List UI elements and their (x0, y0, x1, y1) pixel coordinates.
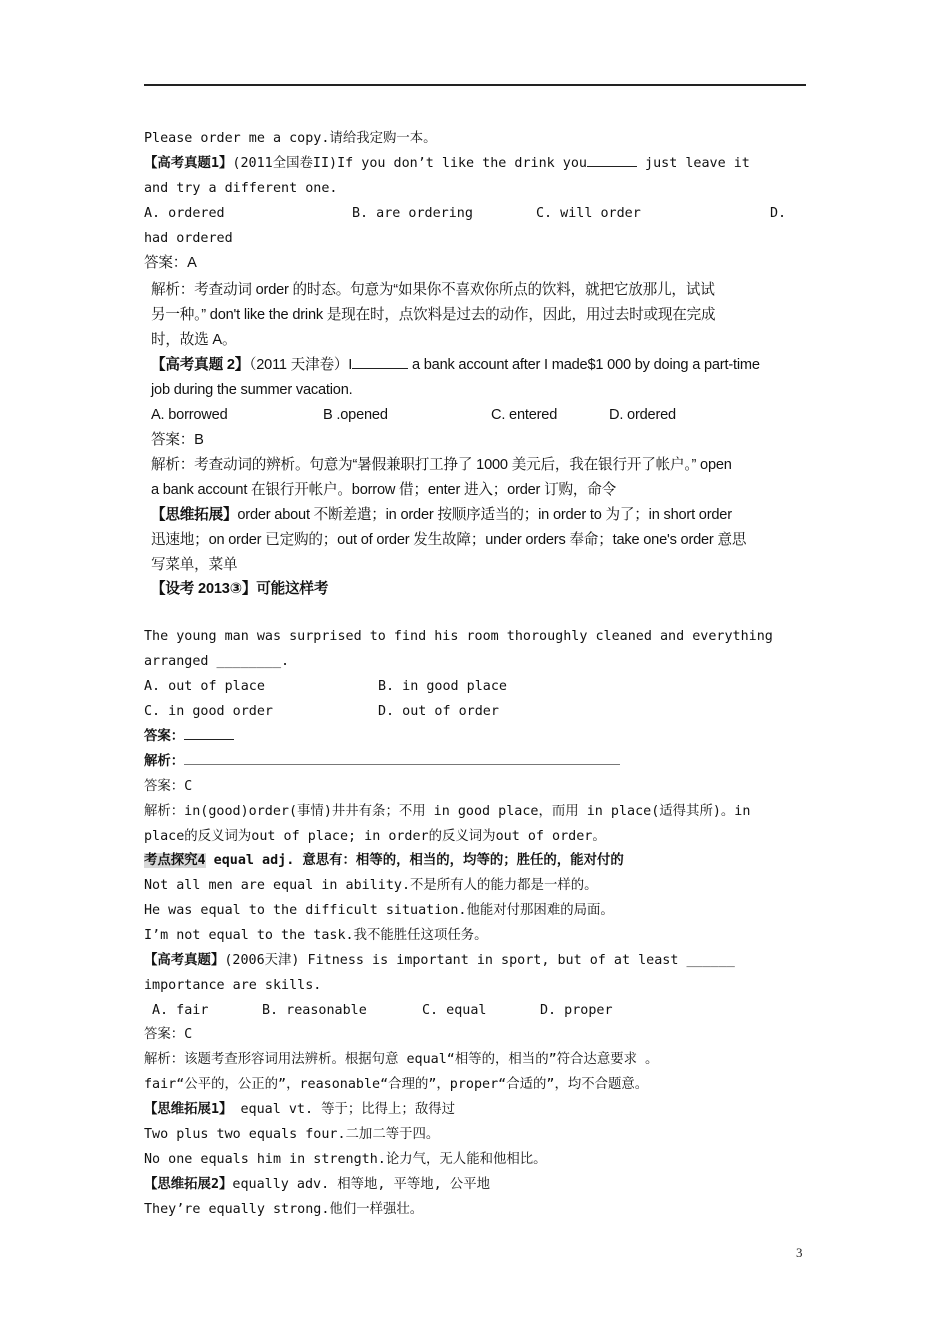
q3-option-c: C. in good order (144, 704, 273, 719)
ext-line-2: 迅速地；on order 已定购的；out of order 发生故障；under orders 奉命；take one's order 意思 (151, 532, 747, 548)
q1-explanation-3: 时，故选 A。 (151, 332, 237, 348)
ext1-tag: 【思维拓展1】 (144, 1102, 233, 1117)
ext1-heading: 【思维拓展1】 equal vt. 等于；比得上；敌得过 (144, 1102, 455, 1117)
q2-tag: 【高考真题 2】 (151, 357, 250, 373)
q4-answer: 答案：C (144, 1027, 193, 1042)
q3-stem-1: The young man was surprised to find his room thoroughly cleaned and everything (144, 629, 773, 644)
q1-options (144, 201, 806, 226)
q4-option-a: A. fair (152, 1003, 209, 1018)
q1-explanation-1: 解析：考查动词 order 的时态。句意为“如果你不喜欢你所点的饮料，就把它放那儿，试试 (151, 282, 715, 298)
q4-option-b: B. reasonable (262, 1003, 367, 1018)
q3-answer-blank (184, 725, 234, 740)
q3-explanation-2: place的反义词为out of place; in order的反义词为out of order。 (144, 829, 606, 844)
ext2-example-1: They’re equally strong.他们一样强壮。 (144, 1202, 424, 1217)
q3-explanation-blank (184, 750, 620, 765)
q1-option-d-text: had ordered (144, 231, 233, 246)
q2-answer: 答案：B (151, 432, 204, 448)
q2-blank (352, 354, 408, 369)
equal-example-3: I’m not equal to the task.我不能胜任这项任务。 (144, 928, 488, 943)
q3-explanation-1: 解析：in(good)order(事情)井井有条；不用 in good place，而用 in place(适得其所)。in (144, 804, 751, 819)
q4-stem-2: importance are skills. (144, 978, 322, 993)
q2-stem-2: job during the summer vacation. (151, 382, 353, 398)
q3-options-2 (144, 699, 806, 724)
page-number: 3 (796, 1245, 803, 1260)
equal-example-1: Not all men are equal in ability.不是所有人的能力都是一样的。 (144, 878, 598, 893)
q4-options (144, 998, 814, 1023)
header-rule (144, 84, 806, 86)
ext-tag: 【思维拓展】 (151, 507, 238, 523)
q2-explanation-1: 解析：考查动词的辨析。句意为“暑假兼职打工挣了 1000 美元后，我在银行开了帐户。” open (151, 457, 732, 473)
q3-options-1 (144, 674, 806, 699)
q4-option-d: D. proper (540, 1003, 613, 1018)
q3-option-a: A. out of place (144, 679, 265, 694)
ext1-example-2: No one equals him in strength.论力气，无人能和他相比。 (144, 1152, 547, 1167)
q1-option-a: A. ordered (144, 206, 225, 221)
q2-option-a: A. borrowed (151, 407, 228, 423)
q4-explanation-2: fair“公平的，公正的”，reasonable“合理的”，proper“合适的”，均不合题意。 (144, 1077, 649, 1092)
q1-explanation-2: 另一种。” don't like the drink 是现在时，点饮料是过去的动作，因此，用过去时或现在完成 (151, 307, 716, 323)
ext-line-1: 【思维拓展】order about 不断差遣；in order 按顺序适当的；in order to 为了；in short order (151, 507, 732, 523)
q2-option-b: B .opened (323, 407, 388, 423)
point-4-heading: 考点探究4 equal adj. 意思有：相等的，相当的，均等的；胜任的，能对付的 (144, 853, 624, 868)
q3-explanation-blank-line: 解析： (144, 749, 806, 774)
section-heading: 【设考 2013③】可能这样考 (151, 581, 329, 597)
q4-option-c: C. equal (422, 1003, 487, 1018)
ext2-tag: 【思维拓展2】 (144, 1177, 233, 1192)
q1-answer: 答案：A (144, 255, 197, 271)
q4-explanation-1: 解析：该题考查形容词用法辨析。根据句意 equal“相等的，相当的”符合达意要求 。 (144, 1052, 659, 1067)
ext-line-3: 写菜单，菜单 (151, 557, 238, 573)
equal-example-2: He was equal to the difficult situation.他能对付那困难的局面。 (144, 903, 614, 918)
q3-answer: 答案：C (144, 779, 193, 794)
q2-option-d: D. ordered (609, 407, 676, 423)
q1-option-c: C. will order (536, 206, 641, 221)
q1-stem-2: and try a different one. (144, 181, 338, 196)
q1-tag: 【高考真题1】 (144, 156, 233, 171)
example-order-copy: Please order me a copy.请给我定购一本。 (144, 131, 437, 146)
q1-stem: 【高考真题1】(2011全国卷II)If you don’t like the drink you just leave it (144, 151, 806, 176)
q3-option-b: B. in good place (378, 679, 507, 694)
q2-options (151, 403, 813, 428)
q3-stem-2: arranged ________. (144, 654, 290, 669)
ext1-example-1: Two plus two equals four.二加二等于四。 (144, 1127, 440, 1142)
q2-stem: 【高考真题 2】（2011 天津卷）I a bank account after I made$1 000 by doing a part-time (151, 353, 813, 378)
q2-option-c: C. entered (491, 407, 558, 423)
q1-option-d: D. (770, 206, 787, 221)
point-4-tag: 考点探究4 (144, 853, 206, 868)
ext2-heading: 【思维拓展2】equally adv. 相等地, 平等地, 公平地 (144, 1177, 490, 1192)
q1-option-b: B. are ordering (352, 206, 473, 221)
q3-answer-blank-line: 答案： (144, 724, 806, 749)
q3-option-d: D. out of order (378, 704, 499, 719)
q2-explanation-2: a bank account 在银行开帐户。borrow 借；enter 进入；order 订购，命令 (151, 482, 617, 498)
q4-stem: 【高考真题】(2006天津) Fitness is important in sport, but of at least ______ (144, 953, 735, 968)
q4-tag: 【高考真题】 (144, 953, 225, 968)
q1-blank (587, 152, 637, 167)
